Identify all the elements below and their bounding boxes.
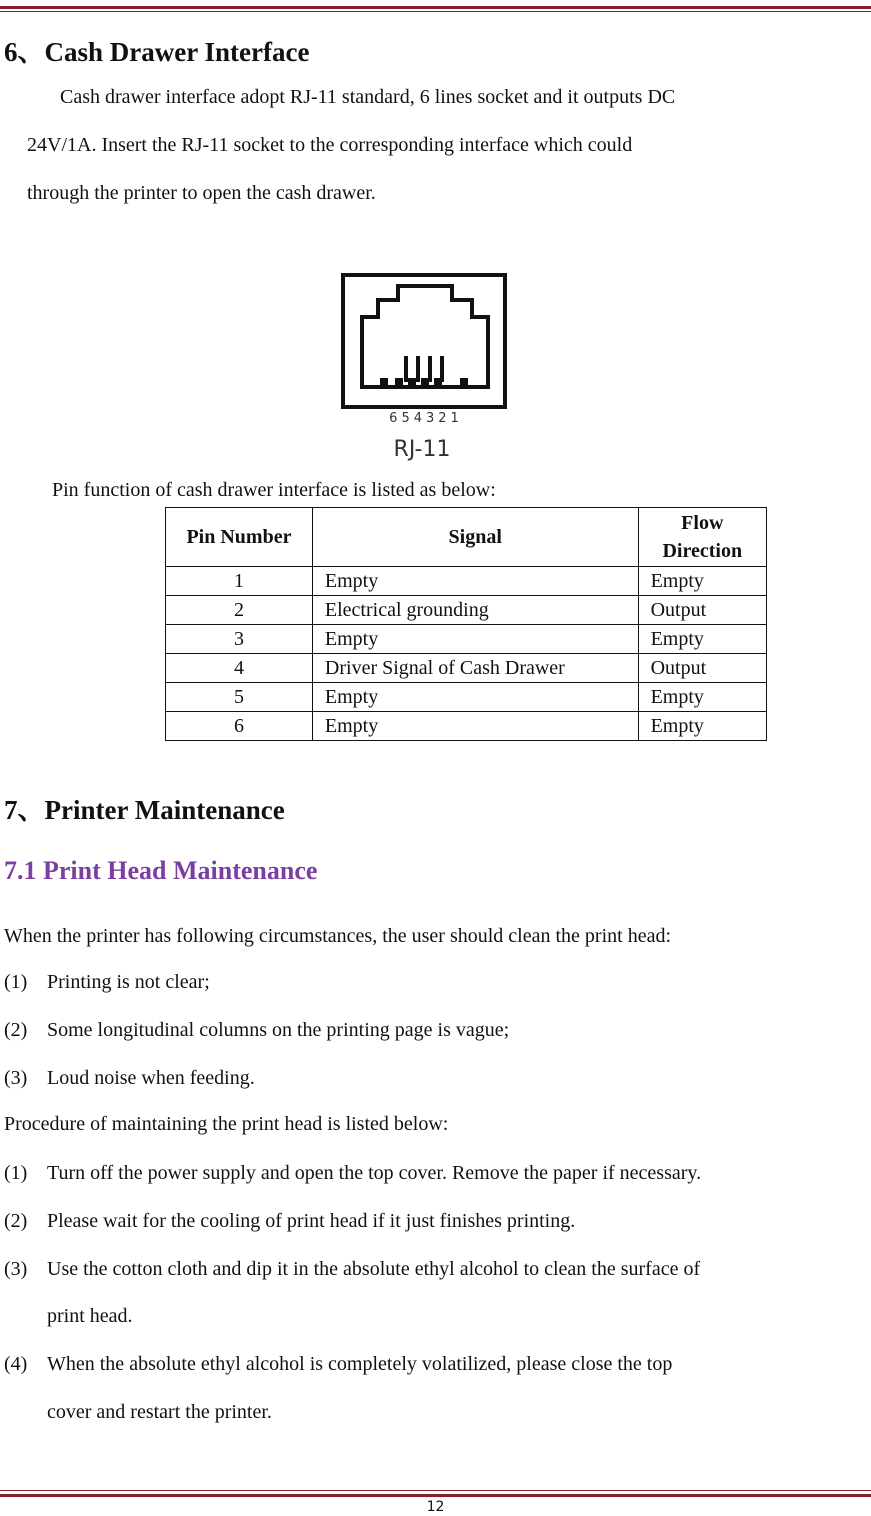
pin-cell: 1 bbox=[166, 567, 313, 596]
rj11-socket-drawing bbox=[340, 272, 512, 462]
circumstance-text: Some longitudinal columns on the printing page is vague; bbox=[47, 1019, 510, 1041]
header-pin-number: Pin Number bbox=[166, 508, 313, 567]
flow-cell: Output bbox=[638, 654, 766, 683]
page-number: 12 bbox=[426, 1499, 445, 1515]
step-text: Turn off the power supply and open the top cover. Remove the paper if necessary. bbox=[47, 1162, 702, 1184]
step-number: (1) bbox=[4, 1162, 28, 1184]
table-row bbox=[166, 596, 767, 625]
signal-cell: Empty bbox=[312, 625, 638, 654]
table-header-row bbox=[166, 508, 767, 567]
table-row bbox=[166, 567, 767, 596]
rj11-diagram bbox=[340, 272, 512, 467]
table-intro: Pin function of cash drawer interface is listed as below: bbox=[52, 479, 496, 501]
signal-cell: Empty bbox=[312, 567, 638, 596]
pin-cell: 3 bbox=[166, 625, 313, 654]
procedure-intro: Procedure of maintaining the print head is listed below: bbox=[4, 1113, 449, 1135]
section-6-paragraph-line-2: 24V/1A. Insert the RJ-11 socket to the corresponding interface which could bbox=[27, 134, 633, 156]
signal-cell: Driver Signal of Cash Drawer bbox=[312, 654, 638, 683]
flow-cell: Empty bbox=[638, 712, 766, 741]
pin-cell: 4 bbox=[166, 654, 313, 683]
section-6-paragraph-line-1: Cash drawer interface adopt RJ-11 standard, 6 lines socket and it outputs DC bbox=[60, 86, 676, 108]
header-signal: Signal bbox=[312, 508, 638, 567]
step-text-continued: print head. bbox=[47, 1305, 133, 1327]
circumstances-intro: When the printer has following circumstances, the user should clean the print head: bbox=[4, 925, 672, 947]
rj11-label: RJ-11 bbox=[393, 437, 451, 462]
flow-cell: Output bbox=[638, 596, 766, 625]
pin-function-table bbox=[165, 507, 767, 741]
step-text: Please wait for the cooling of print head if it just finishes printing. bbox=[47, 1210, 576, 1232]
circumstance-text: Printing is not clear; bbox=[47, 971, 210, 993]
flow-cell: Empty bbox=[638, 625, 766, 654]
step-number: (3) bbox=[4, 1258, 28, 1280]
rj11-pin-numbers: 654321 bbox=[389, 411, 463, 426]
section-7-heading: 7、Printer Maintenance bbox=[4, 795, 285, 825]
table-row bbox=[166, 683, 767, 712]
footer-rule-thick bbox=[0, 1494, 871, 1497]
pin-cell: 6 bbox=[166, 712, 313, 741]
header-rule-thin bbox=[0, 11, 871, 12]
pin-cell: 2 bbox=[166, 596, 313, 625]
step-text-continued: cover and restart the printer. bbox=[47, 1401, 272, 1423]
step-text: Use the cotton cloth and dip it in the absolute ethyl alcohol to clean the surface of bbox=[47, 1258, 701, 1280]
table-row bbox=[166, 654, 767, 683]
footer-rule-thin bbox=[0, 1490, 871, 1491]
signal-cell: Electrical grounding bbox=[312, 596, 638, 625]
flow-cell: Empty bbox=[638, 567, 766, 596]
table-row bbox=[166, 625, 767, 654]
step-number: (4) bbox=[4, 1353, 28, 1375]
step-text: When the absolute ethyl alcohol is completely volatilized, please close the top bbox=[47, 1353, 673, 1375]
header-rule-thick bbox=[0, 6, 871, 9]
table-row bbox=[166, 712, 767, 741]
section-6-paragraph-line-3: through the printer to open the cash drawer. bbox=[27, 182, 376, 204]
signal-cell: Empty bbox=[312, 683, 638, 712]
section-6-heading: 6、Cash Drawer Interface bbox=[4, 37, 310, 67]
step-number: (2) bbox=[4, 1210, 28, 1232]
circumstance-number: (2) bbox=[4, 1019, 28, 1041]
header-flow-direction: Flow Direction bbox=[638, 508, 766, 567]
flow-cell: Empty bbox=[638, 683, 766, 712]
circumstance-number: (1) bbox=[4, 971, 28, 993]
circumstance-number: (3) bbox=[4, 1067, 28, 1089]
circumstance-text: Loud noise when feeding. bbox=[47, 1067, 255, 1089]
pin-cell: 5 bbox=[166, 683, 313, 712]
signal-cell: Empty bbox=[312, 712, 638, 741]
section-7-1-heading: 7.1 Print Head Maintenance bbox=[4, 856, 318, 885]
